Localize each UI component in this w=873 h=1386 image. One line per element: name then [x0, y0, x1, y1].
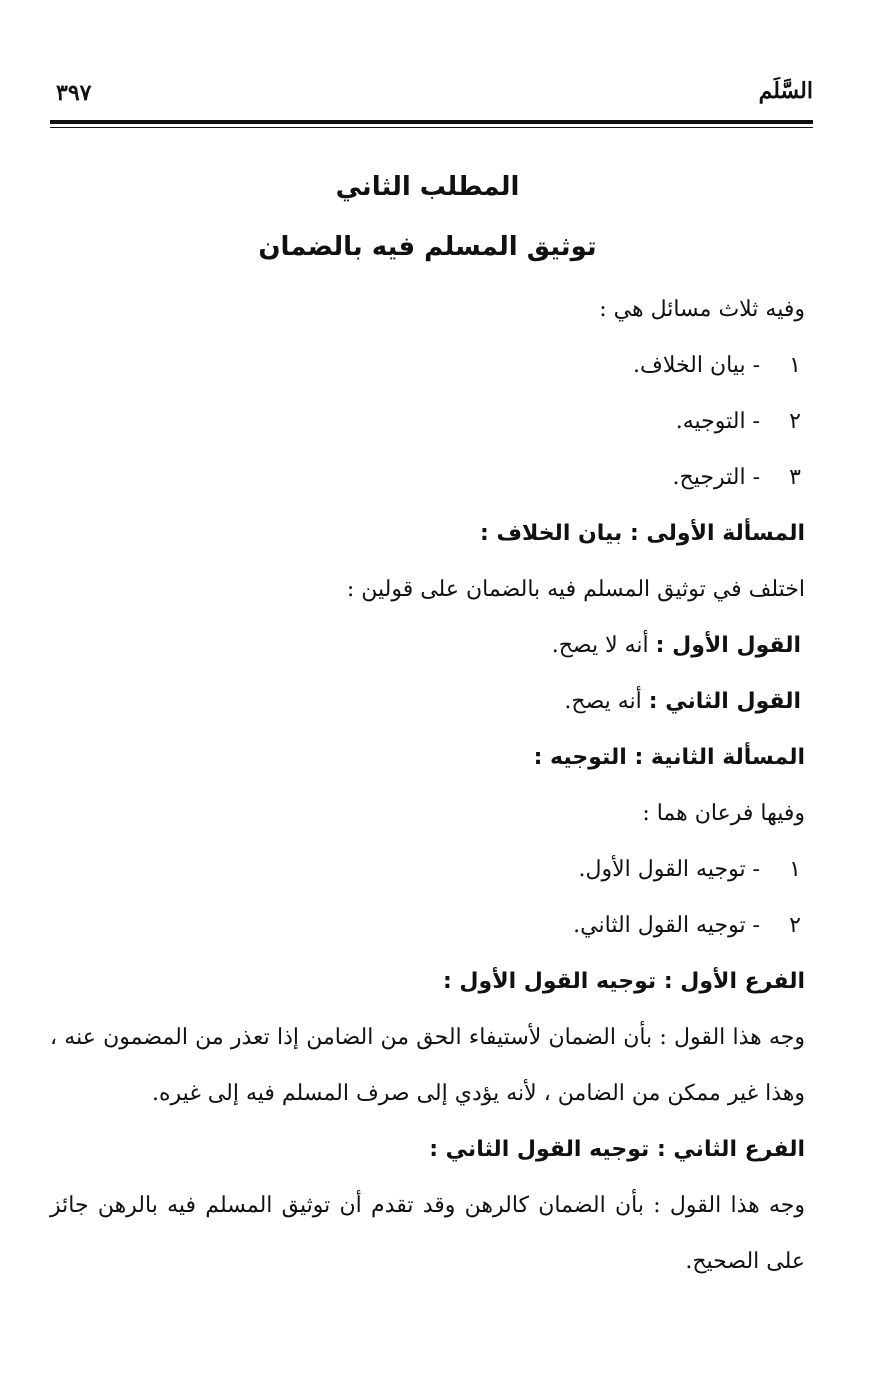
- list-number: ١: [789, 353, 801, 378]
- opinion1: [50, 618, 805, 674]
- list-item: [50, 450, 805, 506]
- list-item: [50, 842, 805, 898]
- section-subtitle: توثيق المسلم فيه بالضمان: [258, 232, 597, 262]
- list-item: [50, 338, 805, 394]
- list-number: ٢: [789, 409, 801, 434]
- issue2-heading: المسألة الثانية : التوجيه :: [533, 745, 805, 770]
- intro-text: وفيه ثلاث مسائل هي :: [599, 297, 805, 322]
- section-title: المطلب الثاني: [335, 172, 520, 202]
- opinion2-text: أنه يصح.: [564, 689, 642, 714]
- list-text: - توجيه القول الثاني.: [573, 913, 760, 938]
- branch1-text: وجه هذا القول : بأن الضمان لأستيفاء الحق من الضامن إذا تعذر من المضمون عنه ، وهذا غير ممكن من الضامن ، لأنه يؤدي إلى صرف المسلم فيه إلى غيره.: [50, 1025, 805, 1106]
- list-text: - توجيه القول الأول.: [578, 857, 760, 882]
- list-number: ٢: [789, 913, 801, 938]
- header-rule-thin: [50, 127, 813, 128]
- list-text: - التوجيه.: [675, 409, 760, 434]
- branch1-heading: الفرع الأول : توجيه القول الأول :: [442, 969, 805, 994]
- page-number: ٣٩٧: [56, 80, 92, 106]
- list-text: - بيان الخلاف.: [633, 353, 760, 378]
- branch2-text: وجه هذا القول : بأن الضمان كالرهن وقد تقدم أن توثيق المسلم فيه بالرهن جائز على الصحيح.: [50, 1193, 805, 1274]
- list-number: ١: [789, 857, 801, 882]
- opinion1-label: القول الأول :: [655, 633, 801, 658]
- list-number: ٣: [789, 465, 801, 490]
- list-item: [50, 394, 805, 450]
- running-title: السَّلَم: [758, 78, 813, 104]
- issue1-heading: المسألة الأولى : بيان الخلاف :: [479, 521, 805, 546]
- opinion2-label: القول الثاني :: [648, 689, 801, 714]
- opinion2: [50, 674, 805, 730]
- page-body: [50, 160, 805, 1290]
- branch2-heading: الفرع الثاني : توجيه القول الثاني :: [429, 1137, 805, 1162]
- opinion1-text: أنه لا يصح.: [551, 633, 649, 658]
- issue1-text: اختلف في توثيق المسلم فيه بالضمان على قولين :: [346, 577, 805, 602]
- issue2-text: وفيها فرعان هما :: [642, 801, 805, 826]
- list-item: [50, 898, 805, 954]
- header-rule-thick: [50, 120, 813, 124]
- list-text: - الترجيح.: [672, 465, 760, 490]
- page-header: [50, 78, 813, 114]
